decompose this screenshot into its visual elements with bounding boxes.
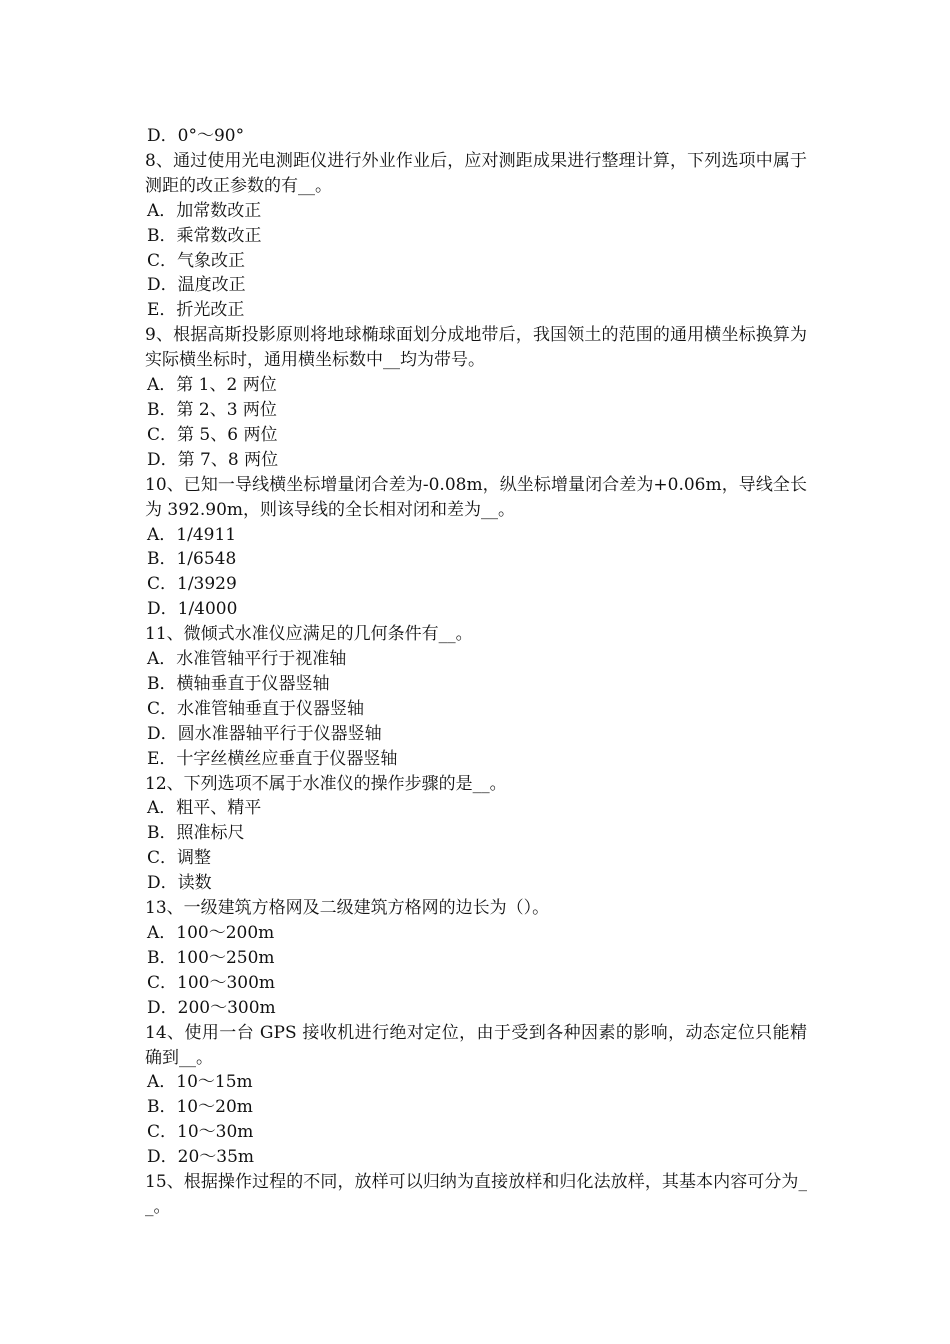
option-line: B．第 2、3 两位 [147, 399, 277, 420]
option-line: C．10～30m [147, 1122, 254, 1143]
option-line: D．第 7、8 两位 [147, 449, 279, 470]
document-body [145, 124, 807, 1220]
question-line: 13、一级建筑方格网及二级建筑方格网的边长为（）。 [145, 898, 550, 919]
option-line: C．气象改正 [147, 250, 246, 271]
question-line: 12、下列选项不属于水准仪的操作步骤的是__。 [145, 773, 507, 794]
question-line: 15、根据操作过程的不同，放样可以归纳为直接放样和归化法放样，其基本内容可分为__。 [145, 1172, 807, 1217]
option-line: B．乘常数改正 [147, 225, 262, 246]
option-line: E．折光改正 [147, 300, 245, 321]
option-line: D．读数 [147, 873, 212, 894]
question-line: 11、微倾式水准仪应满足的几何条件有__。 [145, 624, 473, 645]
question-line: 9、根据高斯投影原则将地球椭球面划分成地带后，我国领土的范围的通用横坐标换算为实际横坐标时，通用横坐标数中__均为带号。 [145, 325, 807, 371]
option-line: A．粗平、精平 [147, 798, 262, 819]
option-line: C．第 5、6 两位 [147, 424, 278, 445]
option-line: D．圆水准器轴平行于仪器竖轴 [147, 723, 382, 744]
option-line: D．200～300m [147, 997, 276, 1018]
question-line: 8、通过使用光电测距仪进行外业作业后，应对测距成果进行整理计算，下列选项中属于测距的改正参数的有__。 [145, 150, 807, 196]
option-line: B．10～20m [147, 1097, 253, 1118]
option-line: C．调整 [147, 848, 212, 869]
option-line: A．1/4911 [147, 524, 237, 545]
option-line: B．照准标尺 [147, 823, 245, 844]
option-line: A．水准管轴平行于视准轴 [147, 649, 347, 670]
option-line: D．1/4000 [147, 599, 238, 620]
option-line: A．加常数改正 [147, 200, 262, 221]
option-line: C．水准管轴垂直于仪器竖轴 [147, 698, 365, 719]
option-line: D．20～35m [147, 1147, 255, 1168]
option-line: B．横轴垂直于仪器竖轴 [147, 673, 330, 694]
option-line: A．第 1、2 两位 [147, 375, 277, 396]
option-line: B．1/6548 [147, 549, 237, 570]
option-line: A．100～200m [147, 923, 275, 943]
option-line: D．温度改正 [147, 275, 246, 296]
question-line: 10、已知一导线横坐标增量闭合差为-0.08m，纵坐标增量闭合差为+0.06m，导线全长为 392.90m，则该导线的全长相对闭和差为__。 [145, 474, 807, 520]
option-line: A．10～15m [147, 1072, 253, 1093]
question-line: 14、使用一台 GPS 接收机进行绝对定位，由于受到各种因素的影响，动态定位只能精确到__。 [145, 1022, 807, 1068]
option-line: C．100～300m [147, 972, 276, 993]
option-line: E．十字丝横丝应垂直于仪器竖轴 [147, 748, 398, 769]
option-line: D．0°～90° [147, 126, 245, 146]
option-line: B．100～250m [147, 947, 275, 968]
option-line: C．1/3929 [147, 574, 237, 595]
